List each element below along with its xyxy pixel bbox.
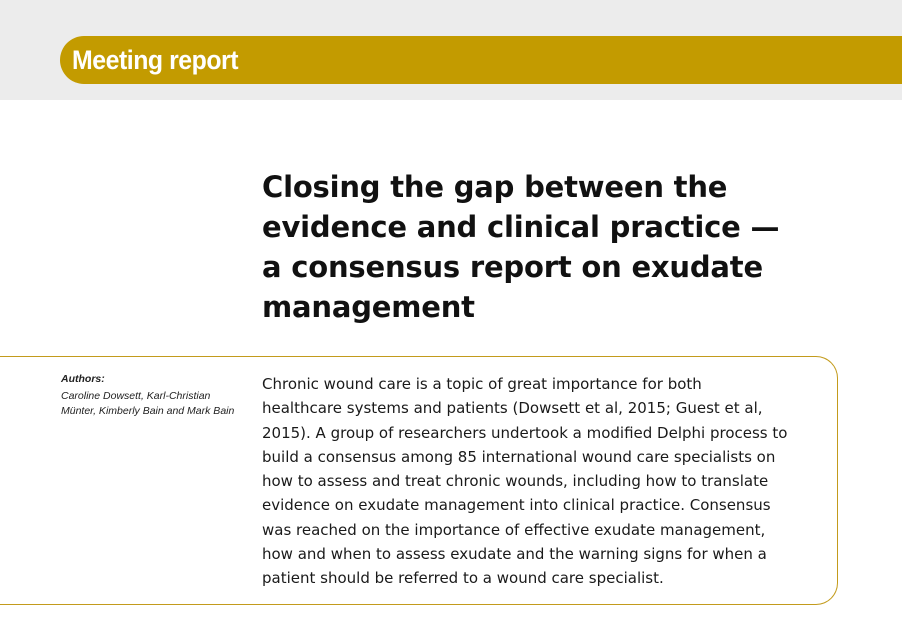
title-line: evidence and clinical practice —	[262, 210, 780, 244]
abstract-line: evidence on exudate management into clinical practice. Consensus	[262, 496, 771, 515]
abstract-line: how to assess and treat chronic wounds, including how to translate	[262, 472, 769, 491]
article-title	[262, 167, 822, 327]
abstract-line: build a consensus among 85 international wound care specialists on	[262, 447, 776, 466]
abstract-line: healthcare systems and patients (Dowsett et al, 2015; Guest et al,	[262, 399, 763, 418]
abstract-line: was reached on the importance of effective exudate management,	[262, 520, 766, 539]
abstract-line: patient should be referred to a wound care specialist.	[262, 569, 664, 588]
title-line: a consensus report on exudate	[262, 250, 763, 284]
abstract-text	[262, 372, 822, 591]
authors-heading: Authors:	[61, 373, 105, 385]
abstract-line: 2015). A group of researchers undertook a modified Delphi process to	[262, 423, 788, 442]
title-line: management	[262, 290, 475, 324]
author-line: Münter, Kimberly Bain and Mark Bain	[61, 405, 235, 417]
section-label: Meeting report	[72, 45, 239, 75]
authors-names	[61, 389, 234, 419]
author-line: Caroline Dowsett, Karl-Christian	[61, 390, 211, 402]
title-line: Closing the gap between the	[262, 170, 728, 204]
abstract-line: how and when to assess exudate and the warning signs for when a	[262, 545, 767, 564]
abstract-line: Chronic wound care is a topic of great importance for both	[262, 375, 702, 393]
